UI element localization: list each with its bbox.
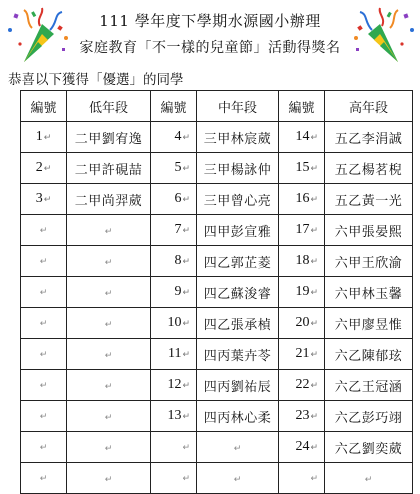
entry-number: 19 <box>295 284 310 299</box>
entry-number: 21 <box>295 346 310 361</box>
paragraph-mark-icon: ↵ <box>310 133 318 143</box>
entry-number: 8 <box>174 253 182 268</box>
paragraph-mark-icon: ↵ <box>39 319 48 329</box>
student-name: 二甲許硯喆 <box>74 162 143 178</box>
cell-low-name <box>67 153 151 184</box>
paragraph-mark-icon: ↵ <box>182 319 190 329</box>
paragraph-mark-icon: ↵ <box>364 474 373 485</box>
paragraph-mark-icon: ↵ <box>39 381 48 391</box>
header-cell-number-low: 編號 <box>21 91 67 122</box>
entry-number: 7 <box>174 222 182 237</box>
cell-high-name <box>325 432 413 463</box>
cell-low-number <box>21 153 67 184</box>
intro-text: 恭喜以下獲得「優選」的同學 <box>8 72 184 88</box>
cell-low-number <box>21 246 67 277</box>
cell-low-name <box>67 339 151 370</box>
student-name: 六乙陳郁玹 <box>334 348 403 364</box>
cell-low-number <box>21 432 67 463</box>
cell-low-number <box>21 277 67 308</box>
paragraph-mark-icon: ↵ <box>39 257 48 267</box>
paragraph-mark-icon: ↵ <box>310 226 318 236</box>
cell-high-name <box>325 401 413 432</box>
cell-low-name <box>67 432 151 463</box>
paragraph-mark-icon: ↵ <box>310 443 318 453</box>
entry-number: 9 <box>174 284 182 299</box>
entry-number: 1 <box>35 129 43 144</box>
student-name: 四甲彭宣雅 <box>203 224 272 240</box>
cell-low-number <box>21 122 67 153</box>
cell-low-number <box>21 463 67 494</box>
cell-high-number <box>279 122 325 153</box>
paragraph-mark-icon: ↵ <box>39 288 48 298</box>
cell-mid-name <box>197 432 279 463</box>
paragraph-mark-icon: ↵ <box>39 412 48 422</box>
cell-low-name <box>67 277 151 308</box>
paragraph-mark-icon: ↵ <box>310 164 318 174</box>
cell-high-name <box>325 370 413 401</box>
cell-low-name <box>67 370 151 401</box>
entry-number: 18 <box>295 253 310 268</box>
student-name: 四丙劉祐辰 <box>203 379 272 395</box>
paragraph-mark-icon: ↵ <box>182 257 190 267</box>
cell-mid-number <box>151 432 197 463</box>
student-name: 六乙王冠涵 <box>334 379 403 395</box>
entry-number: 14 <box>295 129 310 144</box>
paragraph-mark-icon: ↵ <box>39 226 48 236</box>
paragraph-mark-icon: ↵ <box>104 412 113 423</box>
cell-high-name <box>325 277 413 308</box>
cell-high-number <box>279 432 325 463</box>
cell-mid-name <box>197 308 279 339</box>
cell-low-number <box>21 401 67 432</box>
student-name: 六甲林玉馨 <box>334 286 403 302</box>
cell-high-name <box>325 153 413 184</box>
student-name: 三甲曾心亮 <box>203 193 272 209</box>
cell-high-name <box>325 215 413 246</box>
student-name: 六乙劉奕葳 <box>334 441 403 457</box>
cell-mid-number <box>151 184 197 215</box>
cell-high-number <box>279 277 325 308</box>
paragraph-mark-icon: ↵ <box>310 350 318 360</box>
cell-low-number <box>21 370 67 401</box>
paragraph-mark-icon: ↵ <box>182 412 190 422</box>
student-name: 四乙張承楨 <box>203 317 272 333</box>
cell-high-number <box>279 153 325 184</box>
cell-mid-number <box>151 153 197 184</box>
student-name: 六甲張晏熙 <box>334 224 403 240</box>
cell-high-number <box>279 184 325 215</box>
paragraph-mark-icon: ↵ <box>182 195 190 205</box>
cell-mid-name <box>197 122 279 153</box>
paragraph-mark-icon: ↵ <box>182 381 190 391</box>
paragraph-mark-icon: ↵ <box>182 133 190 143</box>
student-name: 二甲劉宥逸 <box>74 131 143 147</box>
table-row <box>21 339 413 370</box>
cell-mid-name <box>197 401 279 432</box>
paragraph-mark-icon: ↵ <box>104 319 113 330</box>
table-row <box>21 463 413 494</box>
entry-number: 24 <box>295 439 310 454</box>
paragraph-mark-icon: ↵ <box>233 474 242 485</box>
cell-low-name <box>67 122 151 153</box>
entry-number: 3 <box>35 191 43 206</box>
header-cell-mid-grade: 中年段 <box>197 91 279 122</box>
cell-high-number <box>279 339 325 370</box>
cell-high-number <box>279 463 325 494</box>
cell-mid-name <box>197 277 279 308</box>
table-row <box>21 122 413 153</box>
cell-mid-number <box>151 215 197 246</box>
table-row <box>21 246 413 277</box>
cell-low-name <box>67 184 151 215</box>
cell-mid-number <box>151 370 197 401</box>
paragraph-mark-icon: ↵ <box>182 288 190 298</box>
entry-number: 12 <box>167 377 182 392</box>
header-cell-number-high: 編號 <box>279 91 325 122</box>
cell-mid-name <box>197 184 279 215</box>
cell-low-name <box>67 401 151 432</box>
header-cell-low-grade: 低年段 <box>67 91 151 122</box>
student-name: 六甲廖昱惟 <box>334 317 403 333</box>
table-header-row <box>21 91 413 122</box>
cell-mid-name <box>197 153 279 184</box>
cell-mid-number <box>151 339 197 370</box>
cell-high-number <box>279 370 325 401</box>
student-name: 五乙楊茗棿 <box>334 162 403 178</box>
header-cell-high-grade: 高年段 <box>325 91 413 122</box>
paragraph-mark-icon: ↵ <box>310 288 318 298</box>
cell-low-name <box>67 215 151 246</box>
paragraph-mark-icon: ↵ <box>310 474 318 484</box>
entry-number: 16 <box>295 191 310 206</box>
paragraph-mark-icon: ↵ <box>43 195 52 205</box>
table-row <box>21 308 413 339</box>
cell-mid-number <box>151 308 197 339</box>
student-name: 六乙彭巧翊 <box>334 410 403 426</box>
paragraph-mark-icon: ↵ <box>310 195 318 205</box>
cell-high-name <box>325 308 413 339</box>
paragraph-mark-icon: ↵ <box>182 474 190 484</box>
document-subtitle: 家庭教育「不一樣的兒童節」活動得獎名 <box>79 40 341 56</box>
paragraph-mark-icon: ↵ <box>182 443 190 453</box>
student-name: 四乙蘇浚睿 <box>203 286 272 302</box>
entry-number: 2 <box>35 160 43 175</box>
entry-number: 6 <box>174 191 182 206</box>
paragraph-mark-icon: ↵ <box>182 350 190 360</box>
cell-mid-number <box>151 277 197 308</box>
cell-mid-name <box>197 339 279 370</box>
cell-mid-name <box>197 215 279 246</box>
table-row <box>21 184 413 215</box>
paragraph-mark-icon: ↵ <box>233 443 242 454</box>
paragraph-mark-icon: ↵ <box>104 474 113 485</box>
paragraph-mark-icon: ↵ <box>39 474 48 484</box>
awards-table <box>20 90 413 494</box>
paragraph-mark-icon: ↵ <box>310 381 318 391</box>
student-name: 三甲林宸葳 <box>203 131 272 147</box>
document-title: 111 學年度下學期水源國小辦理 <box>99 12 321 30</box>
cell-mid-name <box>197 463 279 494</box>
entry-number: 20 <box>295 315 310 330</box>
cell-high-number <box>279 215 325 246</box>
paragraph-mark-icon: ↵ <box>310 412 318 422</box>
cell-mid-name <box>197 246 279 277</box>
paragraph-mark-icon: ↵ <box>43 164 52 174</box>
cell-high-number <box>279 308 325 339</box>
cell-high-name <box>325 122 413 153</box>
student-name: 四丙林心柔 <box>203 410 272 426</box>
cell-low-number <box>21 215 67 246</box>
paragraph-mark-icon: ↵ <box>104 350 113 361</box>
cell-low-name <box>67 463 151 494</box>
paragraph-mark-icon: ↵ <box>104 381 113 392</box>
cell-mid-name <box>197 370 279 401</box>
cell-low-number <box>21 308 67 339</box>
paragraph-mark-icon: ↵ <box>104 257 113 268</box>
entry-number: 22 <box>295 377 310 392</box>
paragraph-mark-icon: ↵ <box>39 350 48 360</box>
cell-high-number <box>279 401 325 432</box>
paragraph-mark-icon: ↵ <box>104 226 113 237</box>
student-name: 五乙黃一光 <box>334 193 403 209</box>
table-row <box>21 215 413 246</box>
cell-low-number <box>21 339 67 370</box>
cell-low-name <box>67 246 151 277</box>
entry-number: 10 <box>167 315 182 330</box>
cell-mid-number <box>151 246 197 277</box>
entry-number: 11 <box>167 346 182 361</box>
cell-low-number <box>21 184 67 215</box>
cell-mid-number <box>151 463 197 494</box>
cell-mid-number <box>151 401 197 432</box>
paragraph-mark-icon: ↵ <box>310 319 318 329</box>
table-row <box>21 153 413 184</box>
student-name: 二甲尚羿葳 <box>74 193 143 209</box>
entry-number: 4 <box>174 129 182 144</box>
cell-mid-number <box>151 122 197 153</box>
entry-number: 15 <box>295 160 310 175</box>
paragraph-mark-icon: ↵ <box>104 443 113 454</box>
paragraph-mark-icon: ↵ <box>43 133 52 143</box>
paragraph-mark-icon: ↵ <box>182 164 190 174</box>
cell-high-number <box>279 246 325 277</box>
paragraph-mark-icon: ↵ <box>39 443 48 453</box>
header-cell-number-mid: 編號 <box>151 91 197 122</box>
table-row <box>21 370 413 401</box>
table-row <box>21 432 413 463</box>
entry-number: 23 <box>295 408 310 423</box>
entry-number: 13 <box>167 408 182 423</box>
table-row <box>21 401 413 432</box>
cell-high-name <box>325 463 413 494</box>
cell-low-name <box>67 308 151 339</box>
paragraph-mark-icon: ↵ <box>310 257 318 267</box>
student-name: 四乙郭芷菱 <box>203 255 272 271</box>
student-name: 六甲王欣渝 <box>334 255 403 271</box>
student-name: 四丙葉卉苓 <box>203 348 272 364</box>
paragraph-mark-icon: ↵ <box>104 288 113 299</box>
table-row <box>21 277 413 308</box>
student-name: 三甲楊詠仲 <box>203 162 272 178</box>
entry-number: 5 <box>174 160 182 175</box>
entry-number: 17 <box>295 222 310 237</box>
cell-high-name <box>325 184 413 215</box>
student-name: 五乙李涓誠 <box>334 131 403 147</box>
cell-high-name <box>325 339 413 370</box>
cell-high-name <box>325 246 413 277</box>
paragraph-mark-icon: ↵ <box>182 226 190 236</box>
